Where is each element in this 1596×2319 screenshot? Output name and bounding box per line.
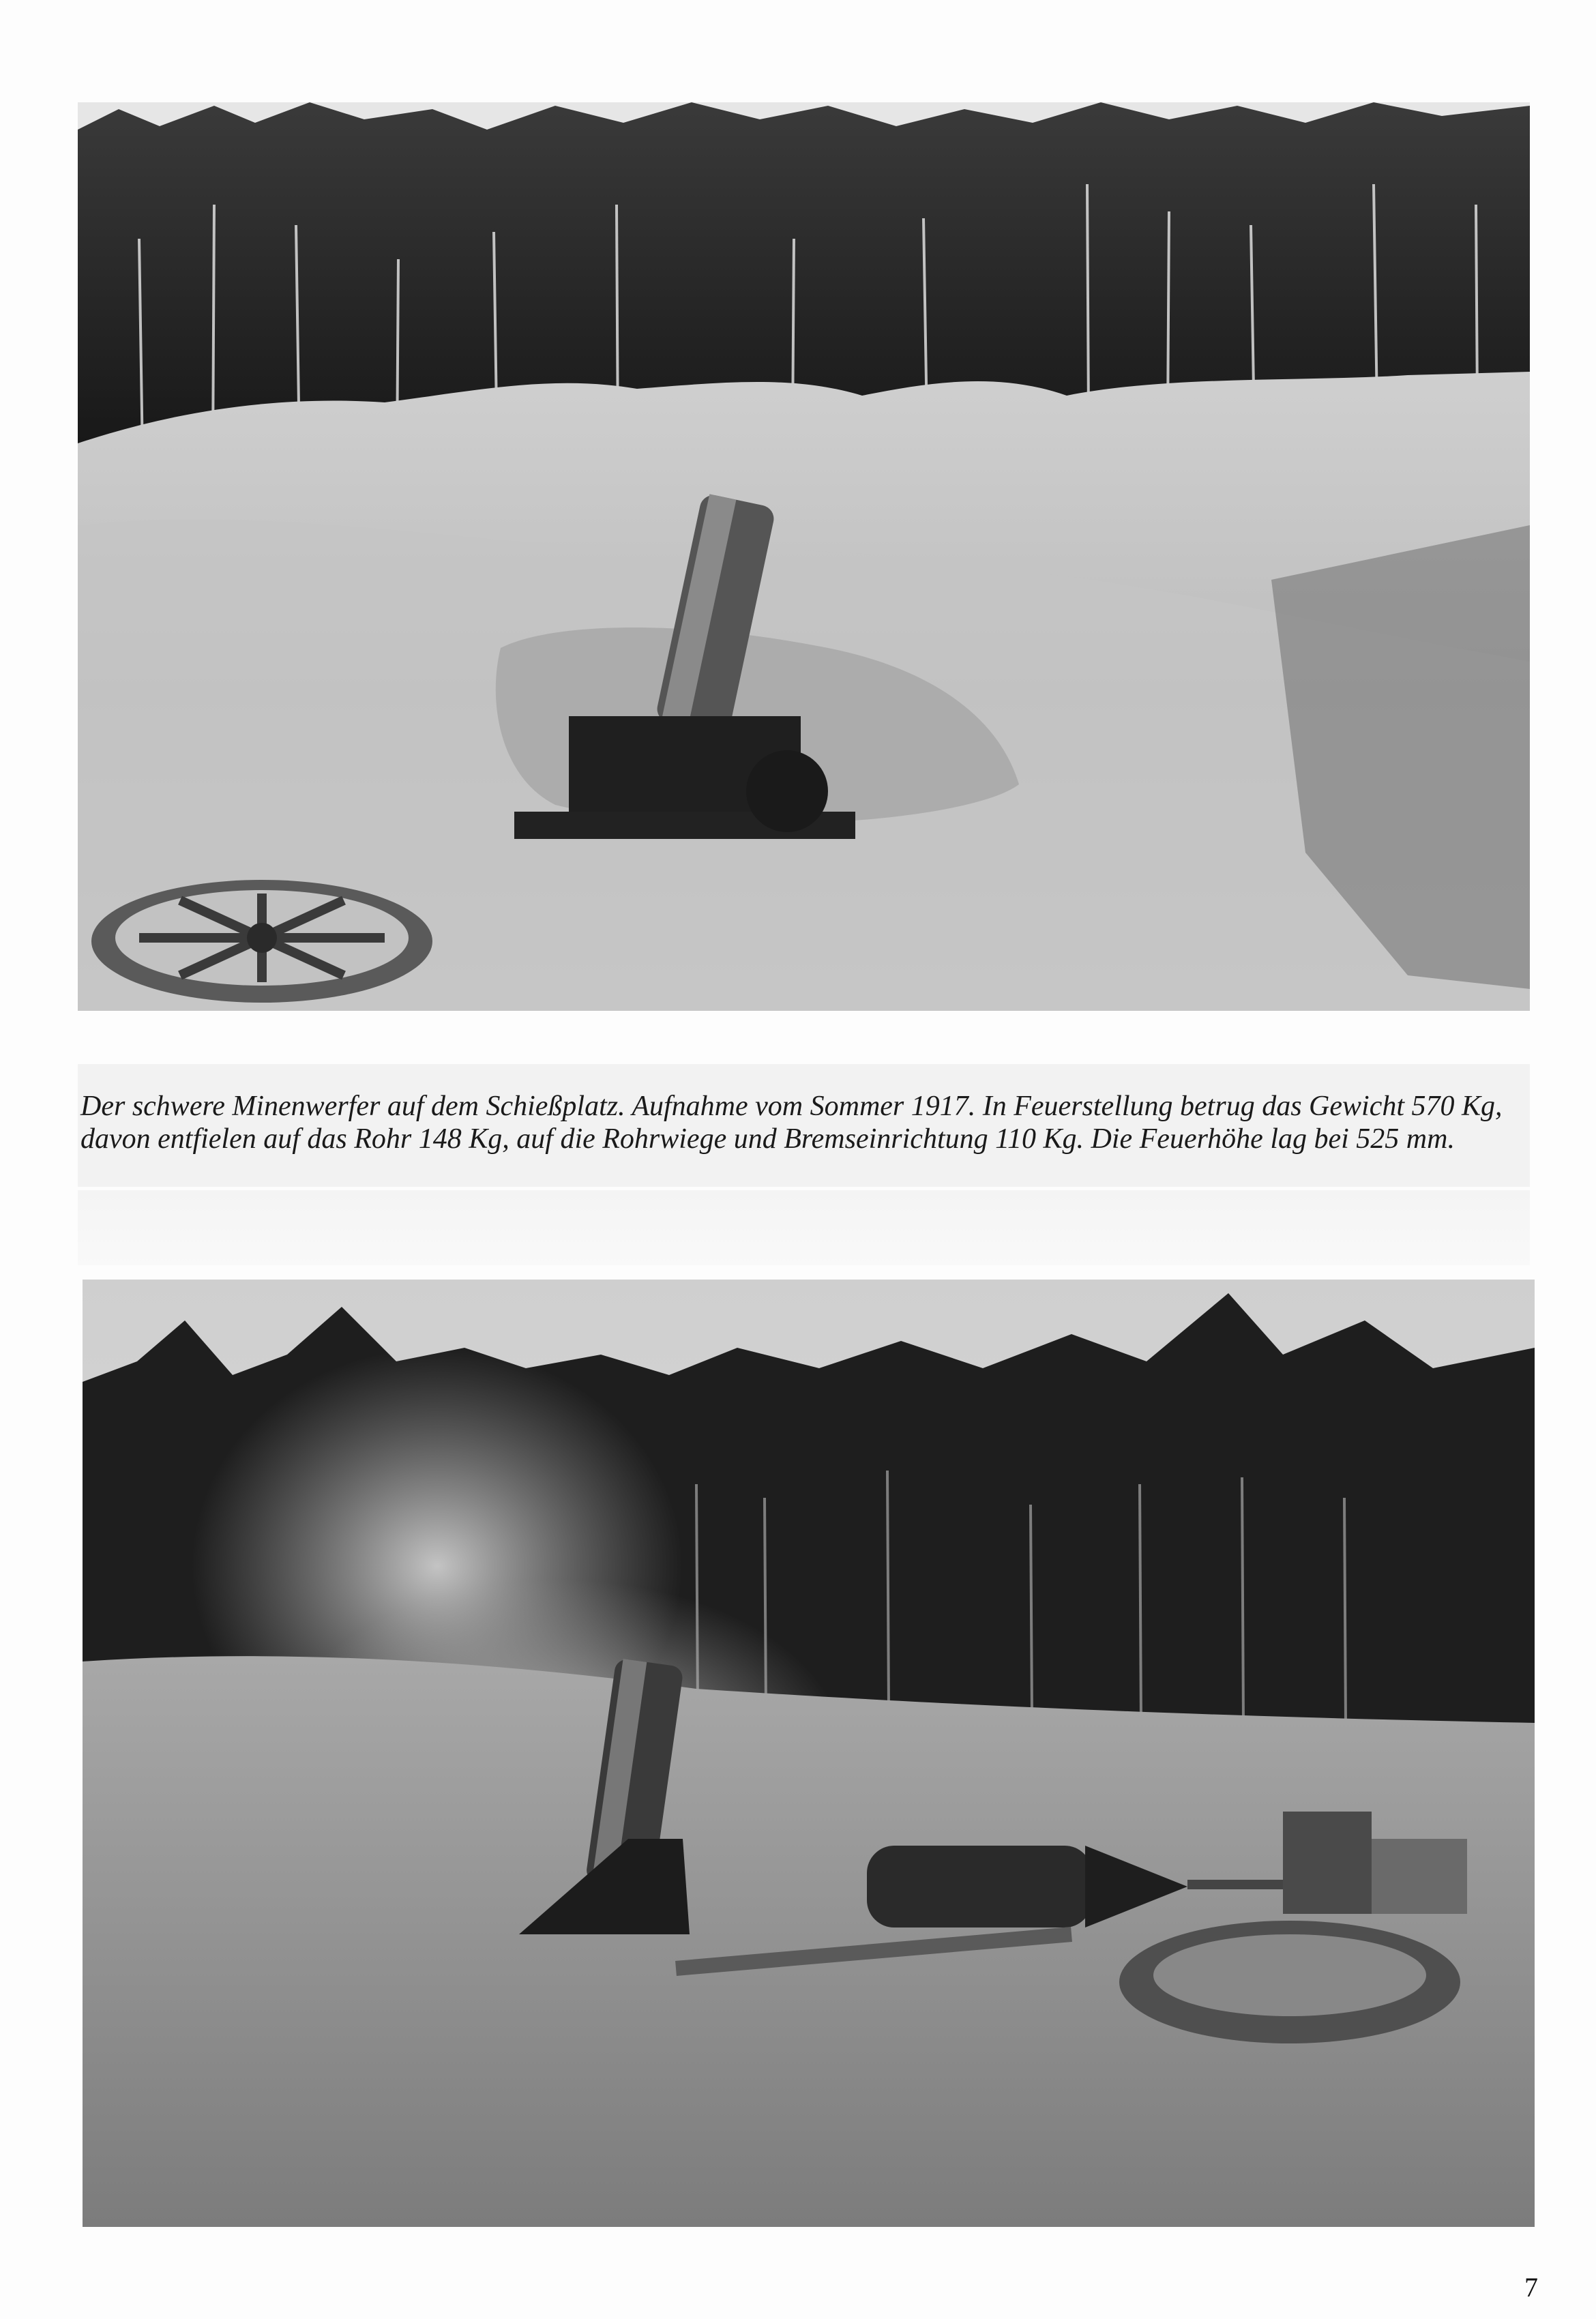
photo-caption: Der schwere Minenwerfer auf dem Schießplatz. Aufnahme vom Sommer 1917. In Feuerstellung betrug das Gewicht 570 Kg, davon entfielen auf das Rohr 148 Kg, auf die Rohrwiege und Bremseinrichtung 110 Kg. Die Feuerhöhe lag bei 525 mm. [80, 1091, 1503, 1155]
photo-mortar-position [78, 102, 1530, 1011]
page-number: 7 [1524, 2272, 1538, 2303]
photo-mortar-firing-image [83, 1280, 1535, 2227]
bleed-through-area [78, 1190, 1530, 1265]
wagon-wheel-graphic [91, 880, 432, 1003]
photo-mortar-position-image [78, 102, 1530, 1011]
photo-mortar-firing [83, 1280, 1535, 2227]
